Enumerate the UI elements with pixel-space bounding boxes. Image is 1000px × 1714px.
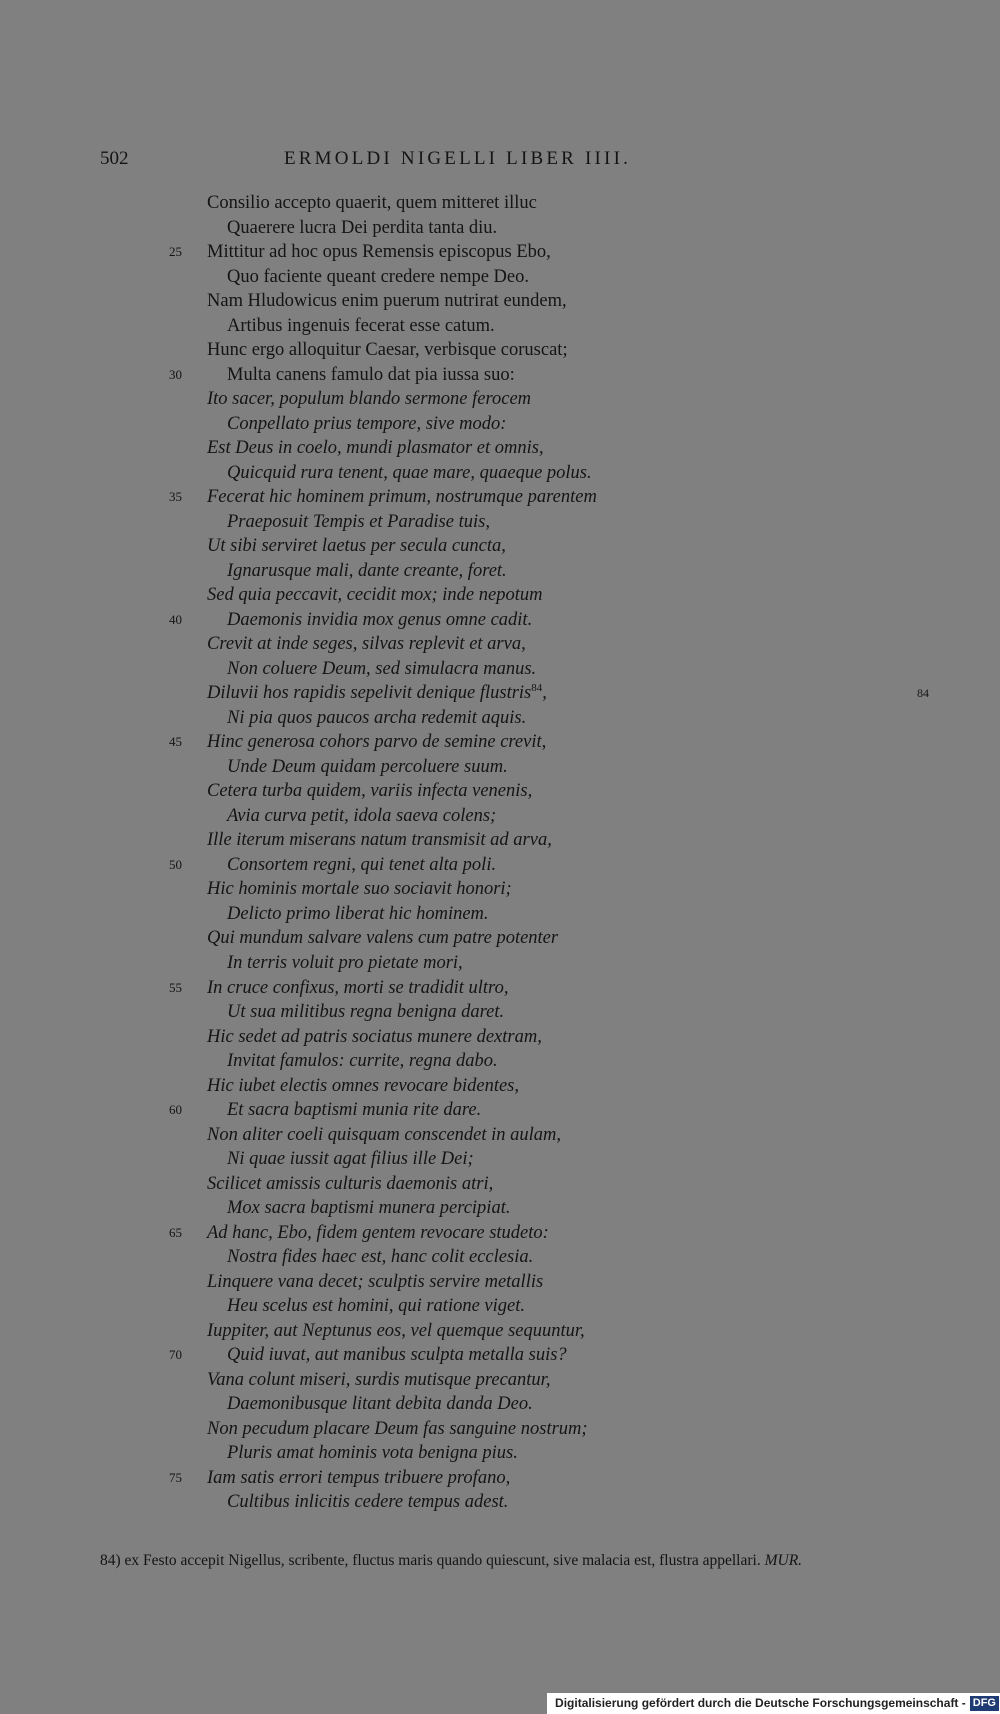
verse-words: Non coluere Deum, sed simulacra manus.: [227, 658, 537, 679]
verse-words: Ito sacer, populum blando sermone ferocem: [207, 389, 532, 410]
verse-text: [207, 1417, 588, 1442]
verse-words: Crevit at inde seges, silvas replevit et arva,: [207, 634, 526, 655]
verse-text: [207, 387, 531, 412]
verse-line: [0, 828, 1000, 853]
verse-line: [0, 730, 1000, 755]
verse-text: [207, 976, 508, 1001]
verse-text: [207, 828, 552, 853]
verse-text: [207, 1270, 543, 1295]
verse-words: Iuppiter, aut Neptunus eos, vel quemque sequuntur,: [207, 1320, 585, 1341]
verse-line: [0, 1319, 1000, 1344]
dfg-logo: DFG: [970, 1696, 999, 1711]
verse-words: Consilio accepto quaerit, quem mitteret illuc: [207, 193, 537, 213]
verse-text: [227, 510, 490, 535]
margin-note-number: 84: [917, 686, 929, 701]
verse-text: [227, 1343, 567, 1368]
verse-words: Sed quia peccavit, cecidit mox; inde nepotum: [207, 585, 543, 606]
verse-words: Pluris amat hominis vota benigna pius.: [227, 1443, 518, 1464]
verse-words: Hic hominis mortale suo sociavit honori;: [207, 879, 512, 900]
verse-text: [207, 1025, 542, 1050]
verse-words: Diluvii hos rapidis sepelivit denique flustris: [207, 683, 532, 704]
verse-line: [0, 1074, 1000, 1099]
verse-text: [207, 1221, 549, 1246]
verse-words: Ad hanc, Ebo, fidem gentem revocare studeto:: [207, 1222, 549, 1243]
verse-line: [0, 461, 1000, 486]
verse-words: Consortem regni, qui tenet alta poli.: [227, 854, 497, 875]
verse-text: [227, 314, 495, 339]
verse-line: [0, 1098, 1000, 1123]
verse-line: [0, 510, 1000, 535]
verse-punctuation: ,: [542, 683, 547, 704]
verse-words: Ni quae iussit agat filius ille Dei;: [227, 1149, 474, 1170]
credit-text: Digitalisierung gefördert durch die Deutsche Forschungsgemeinschaft -: [555, 1696, 966, 1710]
verse-words: Nostra fides haec est, hanc colit ecclesia.: [227, 1247, 534, 1268]
verse-words: Ut sibi serviret laetus per secula cuncta,: [207, 536, 506, 557]
verse-text: [227, 706, 526, 731]
footnote: [100, 1550, 908, 1572]
verse-text: [227, 853, 496, 878]
verse-text: [227, 216, 497, 241]
verse-line: [0, 436, 1000, 461]
running-head: ERMOLDI NIGELLI LIBER IIII.: [284, 148, 632, 169]
verse-text: [227, 461, 592, 486]
verse-line: [0, 877, 1000, 902]
verse-line: [0, 1466, 1000, 1491]
verse-words: Mittitur ad hoc opus Remensis episcopus Ebo,: [207, 242, 551, 263]
verse-line: [0, 976, 1000, 1001]
verse-line: [0, 755, 1000, 780]
line-number: 45: [169, 734, 182, 750]
verse-text: [227, 1392, 533, 1417]
verse-text: [227, 1049, 498, 1074]
verse-words: Hic sedet ad patris sociatus munere dextram,: [207, 1026, 542, 1047]
verse-text: [207, 1123, 561, 1148]
verse-words: Vana colunt miseri, surdis mutisque precantur,: [207, 1369, 551, 1390]
verse-line: [0, 926, 1000, 951]
verse-line: [0, 1025, 1000, 1050]
verse-text: [227, 1441, 518, 1466]
verse-words: Ni pia quos paucos archa redemit aquis.: [227, 707, 527, 728]
verse-text: [227, 657, 536, 682]
verse-words: Conpellato prius tempore, sive modo:: [227, 413, 507, 434]
line-number: 35: [169, 489, 182, 505]
verse-line: [0, 1147, 1000, 1172]
verse-words: Hunc ergo alloquitur Caesar, verbisque coruscat;: [207, 340, 568, 361]
verse-text: [227, 608, 532, 633]
verse-text: [227, 1000, 504, 1025]
verse-words: Praeposuit Tempis et Paradise tuis,: [227, 511, 490, 532]
verse-line: [0, 1000, 1000, 1025]
verse-words: Mox sacra baptismi munera percipiat.: [227, 1198, 511, 1219]
line-number: 70: [169, 1347, 182, 1363]
verse-words: Heu scelus est homini, qui ratione viget.: [227, 1296, 526, 1317]
verse-words: Non aliter coeli quisquam conscendet in aulam,: [207, 1124, 562, 1145]
line-number: 25: [169, 244, 182, 260]
verse-line: [0, 779, 1000, 804]
verse-words: Hic iubet electis omnes revocare bidentes,: [207, 1075, 519, 1096]
verse-words: Artibus ingenuis fecerat esse catum.: [227, 315, 495, 336]
verse-line: [0, 412, 1000, 437]
verse-line: [0, 681, 1000, 706]
verse-line: [0, 608, 1000, 633]
verse-words: Ut sua militibus regna benigna daret.: [227, 1002, 505, 1023]
verse-line: [0, 559, 1000, 584]
verse-line: [0, 1270, 1000, 1295]
line-number: 65: [169, 1224, 182, 1240]
verse-line: [0, 853, 1000, 878]
verse-words: Qui mundum salvare valens cum patre potenter: [207, 928, 559, 949]
verse-line: [0, 657, 1000, 682]
verse-line: [0, 289, 1000, 314]
verse-text: [227, 804, 496, 829]
verse-line: [0, 1123, 1000, 1148]
verse-line: [0, 240, 1000, 265]
verse-line: [0, 1196, 1000, 1221]
verse-text: [207, 779, 532, 804]
verse-text: [207, 240, 551, 265]
verse-text: [207, 877, 512, 902]
verse-words: Scilicet amissis culturis daemonis atri,: [207, 1173, 494, 1194]
verse-line: [0, 338, 1000, 363]
verse-line: [0, 1221, 1000, 1246]
verse-words: Daemonibusque litant debita danda Deo.: [227, 1394, 533, 1415]
verse-line: [0, 902, 1000, 927]
verse-text: [207, 583, 542, 608]
line-number: 60: [169, 1102, 182, 1118]
line-number: 30: [169, 366, 182, 382]
verse-line: [0, 1441, 1000, 1466]
verse-text: [207, 191, 537, 216]
verse-line: [0, 1245, 1000, 1270]
verse-line: [0, 1294, 1000, 1319]
verse-text: [207, 1466, 510, 1491]
verse-text: [207, 534, 506, 559]
poem-text: [0, 191, 1000, 1515]
verse-words: Ignarusque mali, dante creante, foret.: [227, 560, 507, 581]
line-number: 40: [169, 611, 182, 627]
verse-words: Non pecudum placare Deum fas sanguine nostrum;: [207, 1418, 588, 1439]
verse-words: Iam satis errori tempus tribuere profano,: [207, 1467, 511, 1488]
verse-line: [0, 804, 1000, 829]
footnote-source: MUR.: [764, 1552, 803, 1569]
verse-words: Fecerat hic hominem primum, nostrumque parentem: [207, 487, 597, 508]
verse-line: [0, 1417, 1000, 1442]
verse-text: [207, 1368, 550, 1393]
verse-line: [0, 1490, 1000, 1515]
verse-words: Et sacra baptismi munia rite dare.: [227, 1100, 482, 1121]
verse-text: [207, 1172, 493, 1197]
verse-text: [227, 1245, 533, 1270]
verse-text: [207, 632, 526, 657]
verse-words: Multa canens famulo dat pia iussa suo:: [227, 364, 515, 385]
verse-text: [207, 730, 546, 755]
verse-words: Quicquid rura tenent, quae mare, quaeque polus.: [227, 462, 592, 483]
verse-text: [207, 1074, 519, 1099]
verse-words: Daemonis invidia mox genus omne cadit.: [227, 609, 533, 630]
verse-line: [0, 632, 1000, 657]
verse-words: Nam Hludowicus enim puerum nutrirat eundem,: [207, 291, 567, 312]
verse-words: Quo faciente queant credere nempe Deo.: [227, 266, 530, 287]
verse-text: [207, 338, 568, 363]
verse-text: [227, 412, 506, 437]
verse-words: Linquere vana decet; sculptis servire metallis: [207, 1271, 544, 1292]
footnote-label: 84): [100, 1552, 121, 1569]
verse-text: [207, 926, 558, 951]
footnote-text: ex Festo accepit Nigellus, scribente, fluctus maris quando quiescunt, sive malacia est, flustra appellari.: [124, 1552, 761, 1569]
verse-line: [0, 951, 1000, 976]
verse-words: In terris voluit pro pietate mori,: [227, 952, 463, 973]
verse-words: Unde Deum quidam percoluere suum.: [227, 756, 508, 777]
verse-words: Quaerere lucra Dei perdita tanta diu.: [227, 217, 498, 238]
verse-line: [0, 363, 1000, 388]
verse-text: [207, 289, 567, 314]
verse-text: [227, 559, 507, 584]
verse-words: Delicto primo liberat hic hominem.: [227, 903, 489, 924]
verse-line: [0, 191, 1000, 216]
verse-words: Quid iuvat, aut manibus sculpta metalla suis?: [227, 1345, 567, 1366]
verse-line: [0, 1343, 1000, 1368]
footnote-marker[interactable]: 84: [531, 682, 543, 695]
verse-words: Invitat famulos: currite, regna dabo.: [227, 1051, 498, 1072]
verse-words: Est Deus in coelo, mundi plasmator et omnis,: [207, 438, 544, 459]
verse-text: [227, 1196, 510, 1221]
verse-line: [0, 706, 1000, 731]
verse-text: [207, 1319, 585, 1344]
verse-words: In cruce confixus, morti se tradidit ultro,: [207, 977, 509, 998]
verse-line: [0, 265, 1000, 290]
line-number: 50: [169, 856, 182, 872]
verse-line: [0, 1049, 1000, 1074]
verse-text: [207, 485, 597, 510]
verse-text: [227, 951, 463, 976]
verse-text: [207, 681, 547, 706]
verse-line: [0, 1368, 1000, 1393]
verse-words: Cetera turba quidem, variis infecta venenis,: [207, 781, 533, 802]
line-number: 55: [169, 979, 182, 995]
verse-words: Cultibus inlicitis cedere tempus adest.: [227, 1492, 509, 1513]
verse-line: [0, 583, 1000, 608]
verse-line: [0, 1172, 1000, 1197]
verse-text: [227, 902, 489, 927]
verse-words: Ille iterum miserans natum transmisit ad arva,: [207, 830, 552, 851]
verse-line: [0, 534, 1000, 559]
verse-text: [227, 1098, 481, 1123]
verse-text: [227, 363, 515, 388]
verse-words: Hinc generosa cohors parvo de semine crevit,: [207, 732, 547, 753]
page-number: 502: [100, 148, 129, 169]
verse-words: Avia curva petit, idola saeva colens;: [227, 805, 497, 826]
verse-text: [227, 1147, 474, 1172]
digitization-credit-bar: [547, 1693, 1000, 1714]
verse-text: [207, 436, 544, 461]
verse-text: [227, 755, 508, 780]
verse-line: [0, 387, 1000, 412]
verse-line: [0, 1392, 1000, 1417]
verse-line: [0, 485, 1000, 510]
verse-text: [227, 265, 529, 290]
verse-line: [0, 216, 1000, 241]
line-number: 75: [169, 1469, 182, 1485]
verse-line: [0, 314, 1000, 339]
verse-text: [227, 1490, 508, 1515]
verse-text: [227, 1294, 525, 1319]
